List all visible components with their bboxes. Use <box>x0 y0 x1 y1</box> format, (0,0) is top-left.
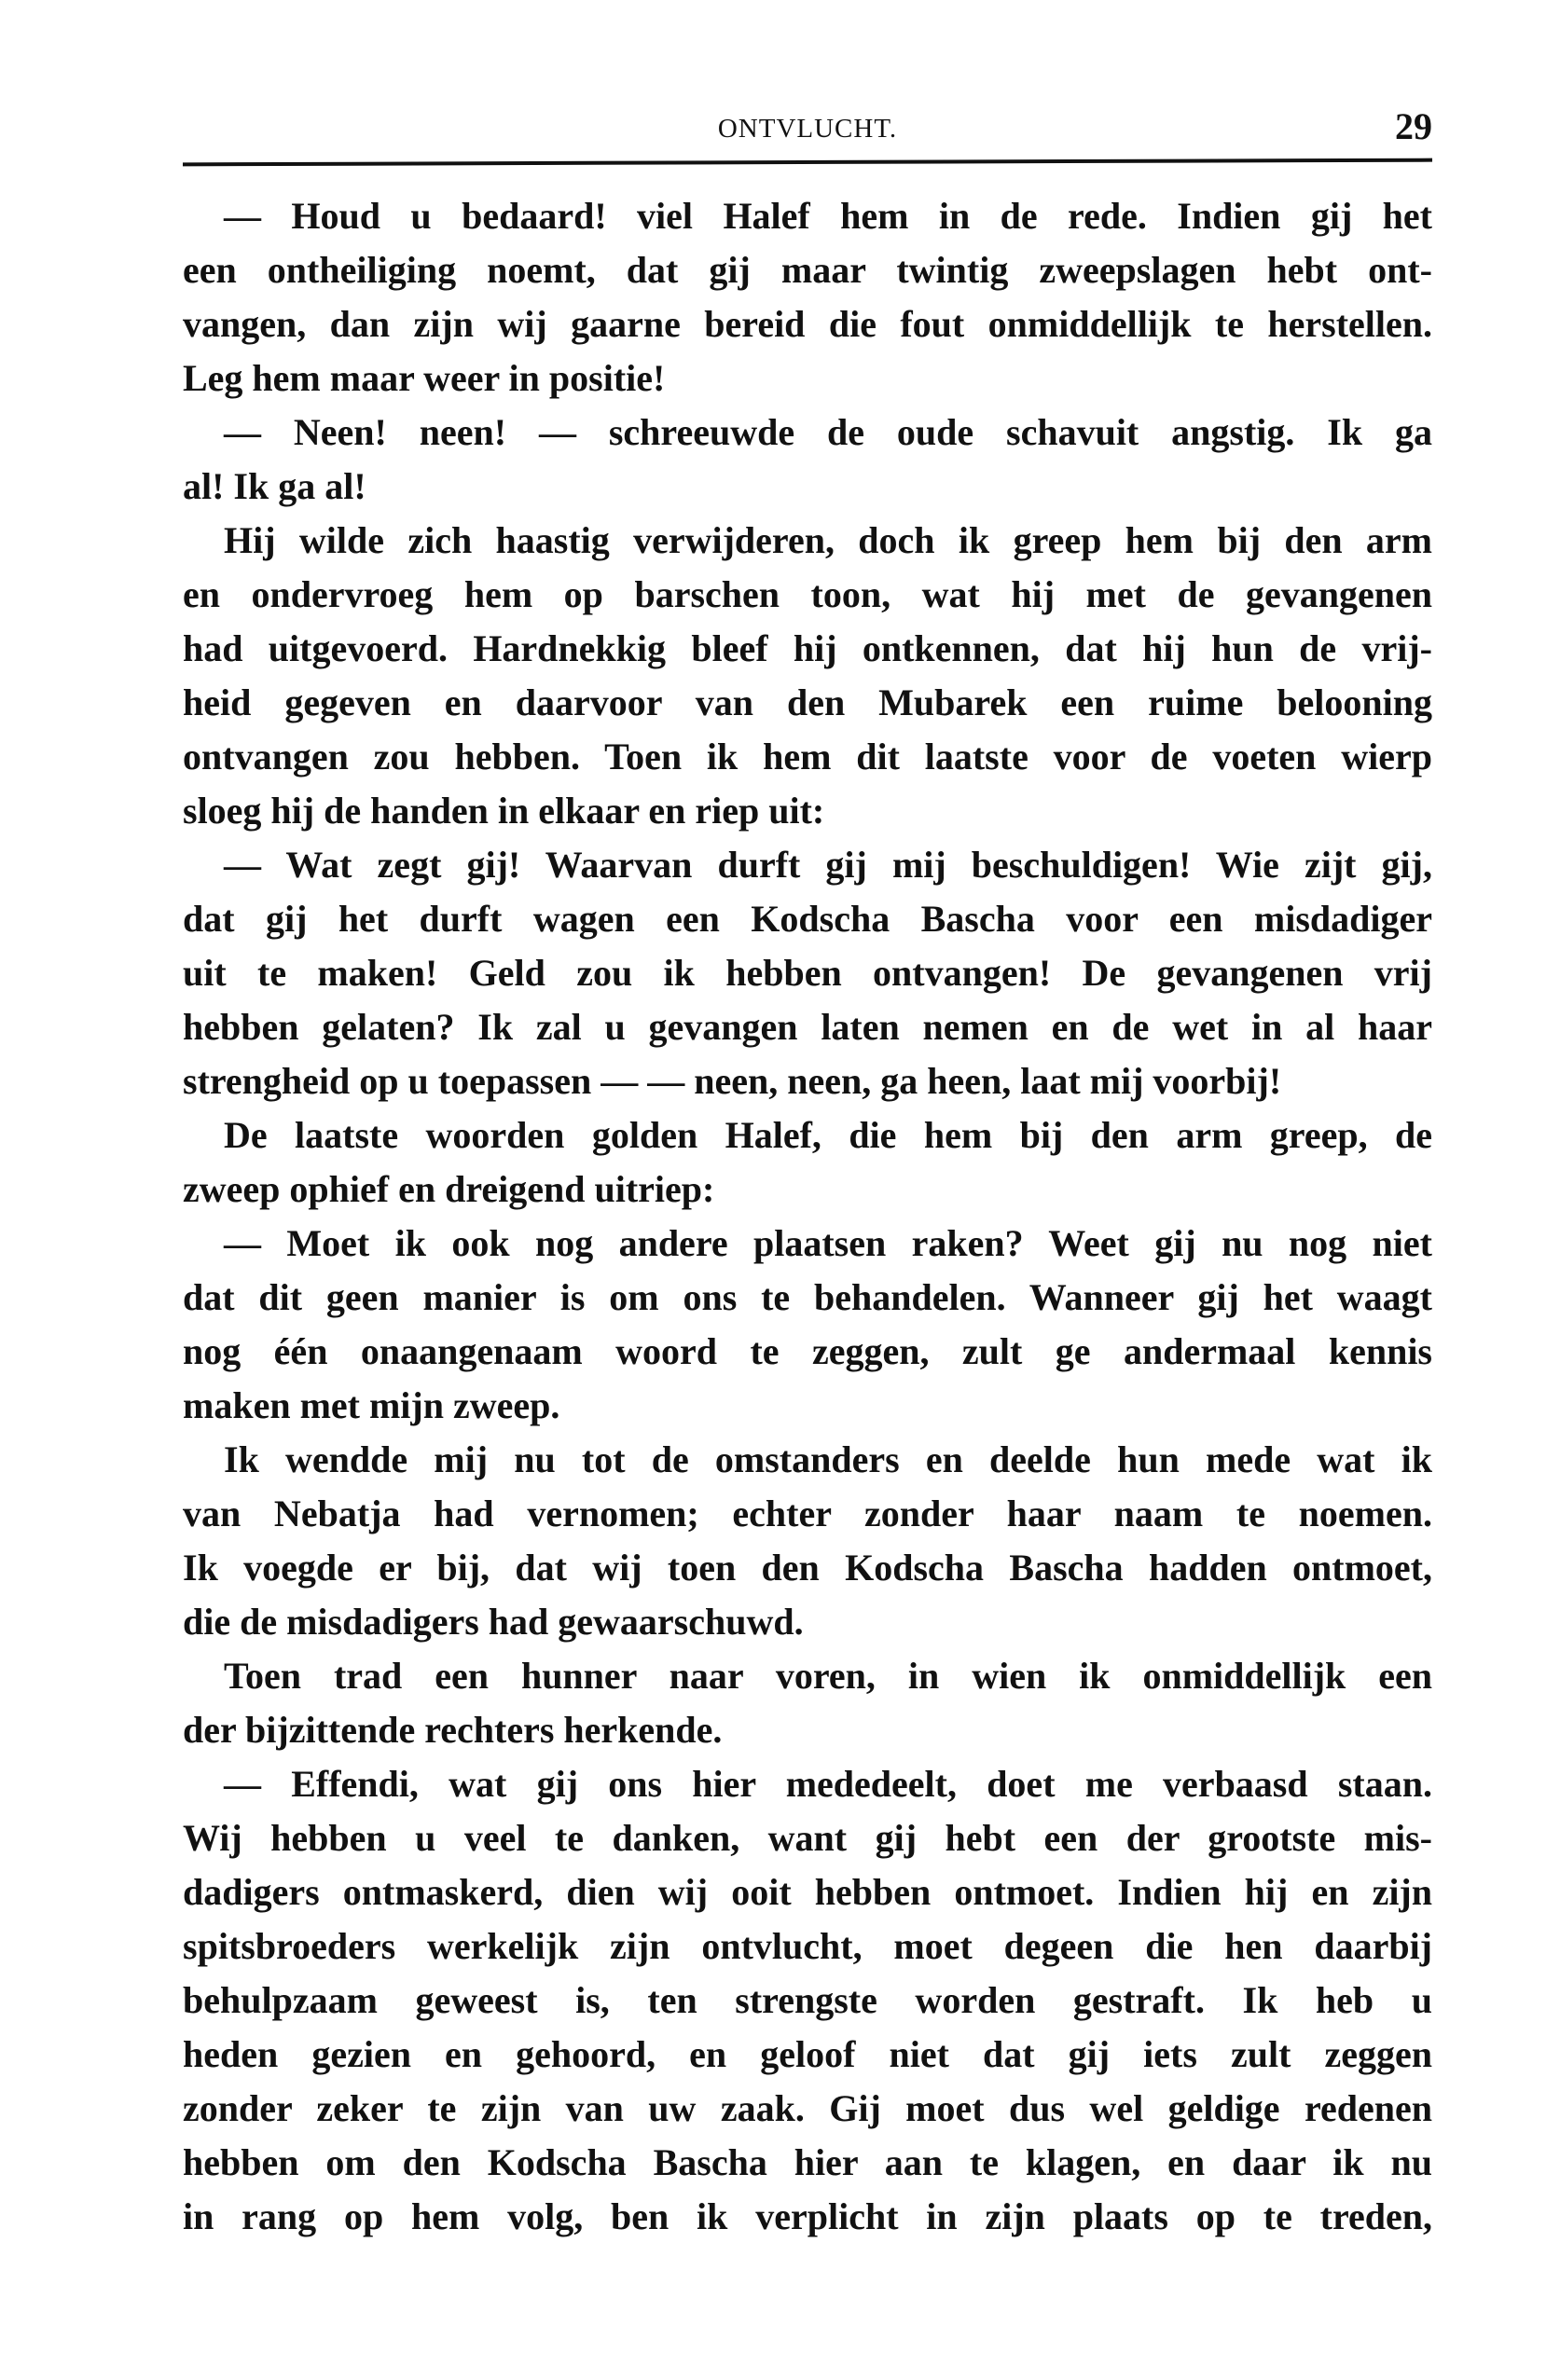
text-line: Ik voegde er bij, dat wij toen den Kodscha Bascha hadden ontmoet, <box>183 1547 1432 1589</box>
text-line: van Nebatja had vernomen; echter zonder haar naam te noemen. <box>183 1493 1432 1534</box>
text-line: Hij wilde zich haastig verwijderen, doch ik greep hem bij den arm <box>224 519 1432 561</box>
text-line: der bijzittende rechters herkende. <box>183 1709 723 1751</box>
text-line: — Houd u bedaard! viel Halef hem in de rede. Indien gij het <box>224 195 1432 237</box>
paragraph <box>183 406 1432 514</box>
text-line: dadigers ontmaskerd, dien wij ooit hebben ontmoet. Indien hij en zijn <box>183 1871 1432 1913</box>
text-line: zweep ophief en dreigend uitriep: <box>183 1168 715 1210</box>
text-line: Leg hem maar weer in positie! <box>183 357 666 399</box>
text-line: — Neen! neen! — schreeuwde de oude schavuit angstig. Ik ga <box>224 411 1432 453</box>
text-line: Ik wendde mij nu tot de omstanders en deelde hun mede wat ik <box>224 1438 1432 1480</box>
paragraph <box>183 838 1432 1108</box>
header-rule <box>183 158 1432 167</box>
text-line: — Moet ik ook nog andere plaatsen raken? Weet gij nu nog niet <box>224 1222 1432 1264</box>
text-line: — Wat zegt gij! Waarvan durft gij mij beschuldigen! Wie zijt gij, <box>224 844 1432 886</box>
paragraph <box>183 1649 1432 1757</box>
text-line: ontvangen zou hebben. Toen ik hem dit laatste voor de voeten wierp <box>183 736 1432 777</box>
text-line: hebben gelaten? Ik zal u gevangen laten nemen en de wet in al haar <box>183 1006 1432 1048</box>
text-line: heid gegeven en daarvoor van den Mubarek een ruime belooning <box>183 681 1432 723</box>
text-line: hebben om den Kodscha Bascha hier aan te klagen, en daar ik nu <box>183 2141 1432 2183</box>
text-line: dat dit geen manier is om ons te behandelen. Wanneer gij het waagt <box>183 1276 1432 1318</box>
text-line: al! Ik ga al! <box>183 465 366 507</box>
paragraph <box>183 1433 1432 1649</box>
text-line: dat gij het durft wagen een Kodscha Bascha voor een misdadiger <box>183 898 1432 940</box>
text-line: had uitgevoerd. Hardnekkig bleef hij ontkennen, dat hij hun de vrij- <box>183 627 1432 669</box>
body-text <box>183 189 1432 2244</box>
paragraph <box>183 1108 1432 1217</box>
text-line: sloeg hij de handen in elkaar en riep uit: <box>183 790 825 832</box>
text-line: Toen trad een hunner naar voren, in wien ik onmiddellijk een <box>224 1655 1432 1697</box>
text-line: in rang op hem volg, ben ik verplicht in zijn plaats op te treden, <box>183 2195 1432 2237</box>
paragraph <box>183 1757 1432 2244</box>
text-line: nog één onaangenaam woord te zeggen, zult ge andermaal kennis <box>183 1330 1432 1372</box>
text-line: uit te maken! Geld zou ik hebben ontvangen! De gevangenen vrij <box>183 952 1432 994</box>
page-number: 29 <box>1395 105 1432 147</box>
text-line: spitsbroeders werkelijk zijn ontvlucht, moet degeen die hen daarbij <box>183 1925 1432 1967</box>
text-line: en ondervroeg hem op barschen toon, wat hij met de gevangenen <box>183 573 1432 615</box>
running-head <box>183 104 1432 151</box>
text-line: strengheid op u toepassen — — neen, neen, ga heen, laat mij voorbij! <box>183 1060 1282 1102</box>
text-line: Wij hebben u veel te danken, want gij hebt een der grootste mis- <box>183 1817 1432 1859</box>
text-line: die de misdadigers had gewaarschuwd. <box>183 1601 804 1643</box>
text-line: een ontheiliging noemt, dat gij maar twintig zweepslagen hebt ont- <box>183 249 1432 291</box>
paragraph <box>183 189 1432 406</box>
paragraph <box>183 1217 1432 1433</box>
text-line: vangen, dan zijn wij gaarne bereid die fout onmiddellijk te herstellen. <box>183 303 1432 345</box>
text-line: De laatste woorden golden Halef, die hem bij den arm greep, de <box>224 1114 1432 1156</box>
text-line: behulpzaam geweest is, ten strengste worden gestraft. Ik heb u <box>183 1979 1432 2021</box>
text-line: zonder zeker te zijn van uw zaak. Gij moet dus wel geldige redenen <box>183 2087 1432 2129</box>
text-line: maken met mijn zweep. <box>183 1384 560 1426</box>
paragraph <box>183 514 1432 838</box>
running-title: ONTVLUCHT. <box>717 114 898 144</box>
text-line: heden gezien en gehoord, en geloof niet dat gij iets zult zeggen <box>183 2033 1432 2075</box>
text-line: — Effendi, wat gij ons hier mededeelt, doet me verbaasd staan. <box>224 1763 1432 1805</box>
